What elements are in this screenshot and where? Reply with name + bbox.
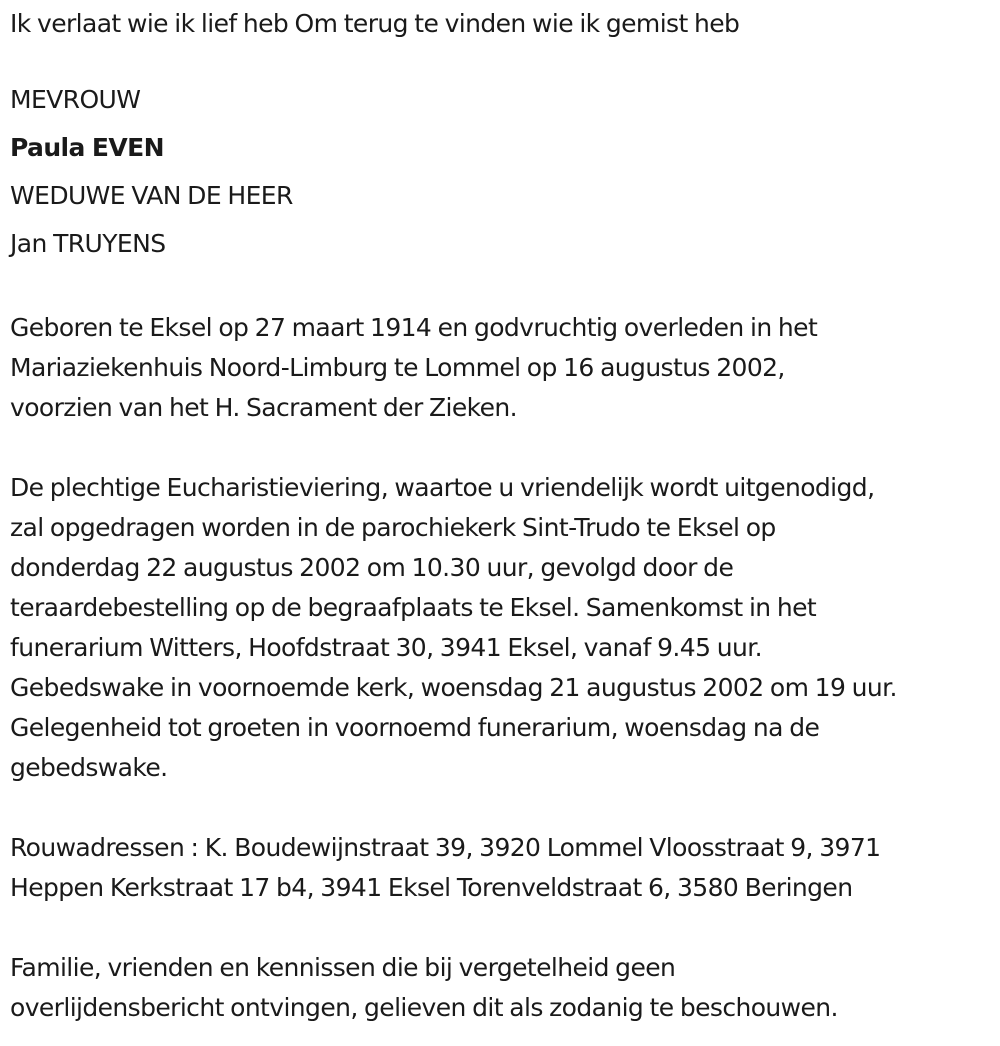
deceased-name: Paula EVEN bbox=[10, 133, 164, 162]
honorific-title: MEVROUW bbox=[10, 85, 141, 114]
ceremony-paragraph bbox=[10, 468, 995, 788]
paragraph-line: Gelegenheid tot groeten in voornoemd funerarium, woensdag na de bbox=[10, 713, 820, 742]
paragraph-line: overlijdensbericht ontvingen, gelieven dit als zodanig te beschouwen. bbox=[10, 993, 838, 1022]
name-heading bbox=[10, 76, 995, 268]
paragraph-line: Rouwadressen : K. Boudewijnstraat 39, 3920 Lommel Vloosstraat 9, 3971 bbox=[10, 833, 881, 862]
paragraph-line: zal opgedragen worden in de parochiekerk Sint-Trudo te Eksel op bbox=[10, 513, 776, 542]
motto: Ik verlaat wie ik lief heb Om terug te vinden wie ik gemist heb bbox=[10, 9, 740, 38]
paragraph-line: teraardebestelling op de begraafplaats te Eksel. Samenkomst in het bbox=[10, 593, 817, 622]
addresses-paragraph bbox=[10, 828, 995, 908]
paragraph-line: gebedswake. bbox=[10, 753, 168, 782]
paragraph-line: De plechtige Eucharistieviering, waartoe u vriendelijk wordt uitgenodigd, bbox=[10, 473, 875, 502]
paragraph-line: funerarium Witters, Hoofdstraat 30, 3941 Eksel, vanaf 9.45 uur. bbox=[10, 633, 762, 662]
paragraph-line: Familie, vrienden en kennissen die bij vergetelheid geen bbox=[10, 953, 676, 982]
paragraph-line: Geboren te Eksel op 27 maart 1914 en godvruchtig overleden in het bbox=[10, 313, 818, 342]
paragraph-line: Gebedswake in voornoemde kerk, woensdag 21 augustus 2002 om 19 uur. bbox=[10, 673, 897, 702]
closing-paragraph bbox=[10, 948, 995, 1028]
birth-death-paragraph bbox=[10, 308, 995, 428]
paragraph-line: Heppen Kerkstraat 17 b4, 3941 Eksel Torenveldstraat 6, 3580 Beringen bbox=[10, 873, 853, 902]
spouse-name: Jan TRUYENS bbox=[10, 229, 166, 258]
paragraph-line: donderdag 22 augustus 2002 om 10.30 uur, gevolgd door de bbox=[10, 553, 734, 582]
paragraph-line: voorzien van het H. Sacrament der Zieken. bbox=[10, 393, 517, 422]
paragraph-line: Mariaziekenhuis Noord-Limburg te Lommel op 16 augustus 2002, bbox=[10, 353, 785, 382]
relation-label: WEDUWE VAN DE HEER bbox=[10, 181, 293, 210]
obituary-document bbox=[10, 4, 995, 1028]
